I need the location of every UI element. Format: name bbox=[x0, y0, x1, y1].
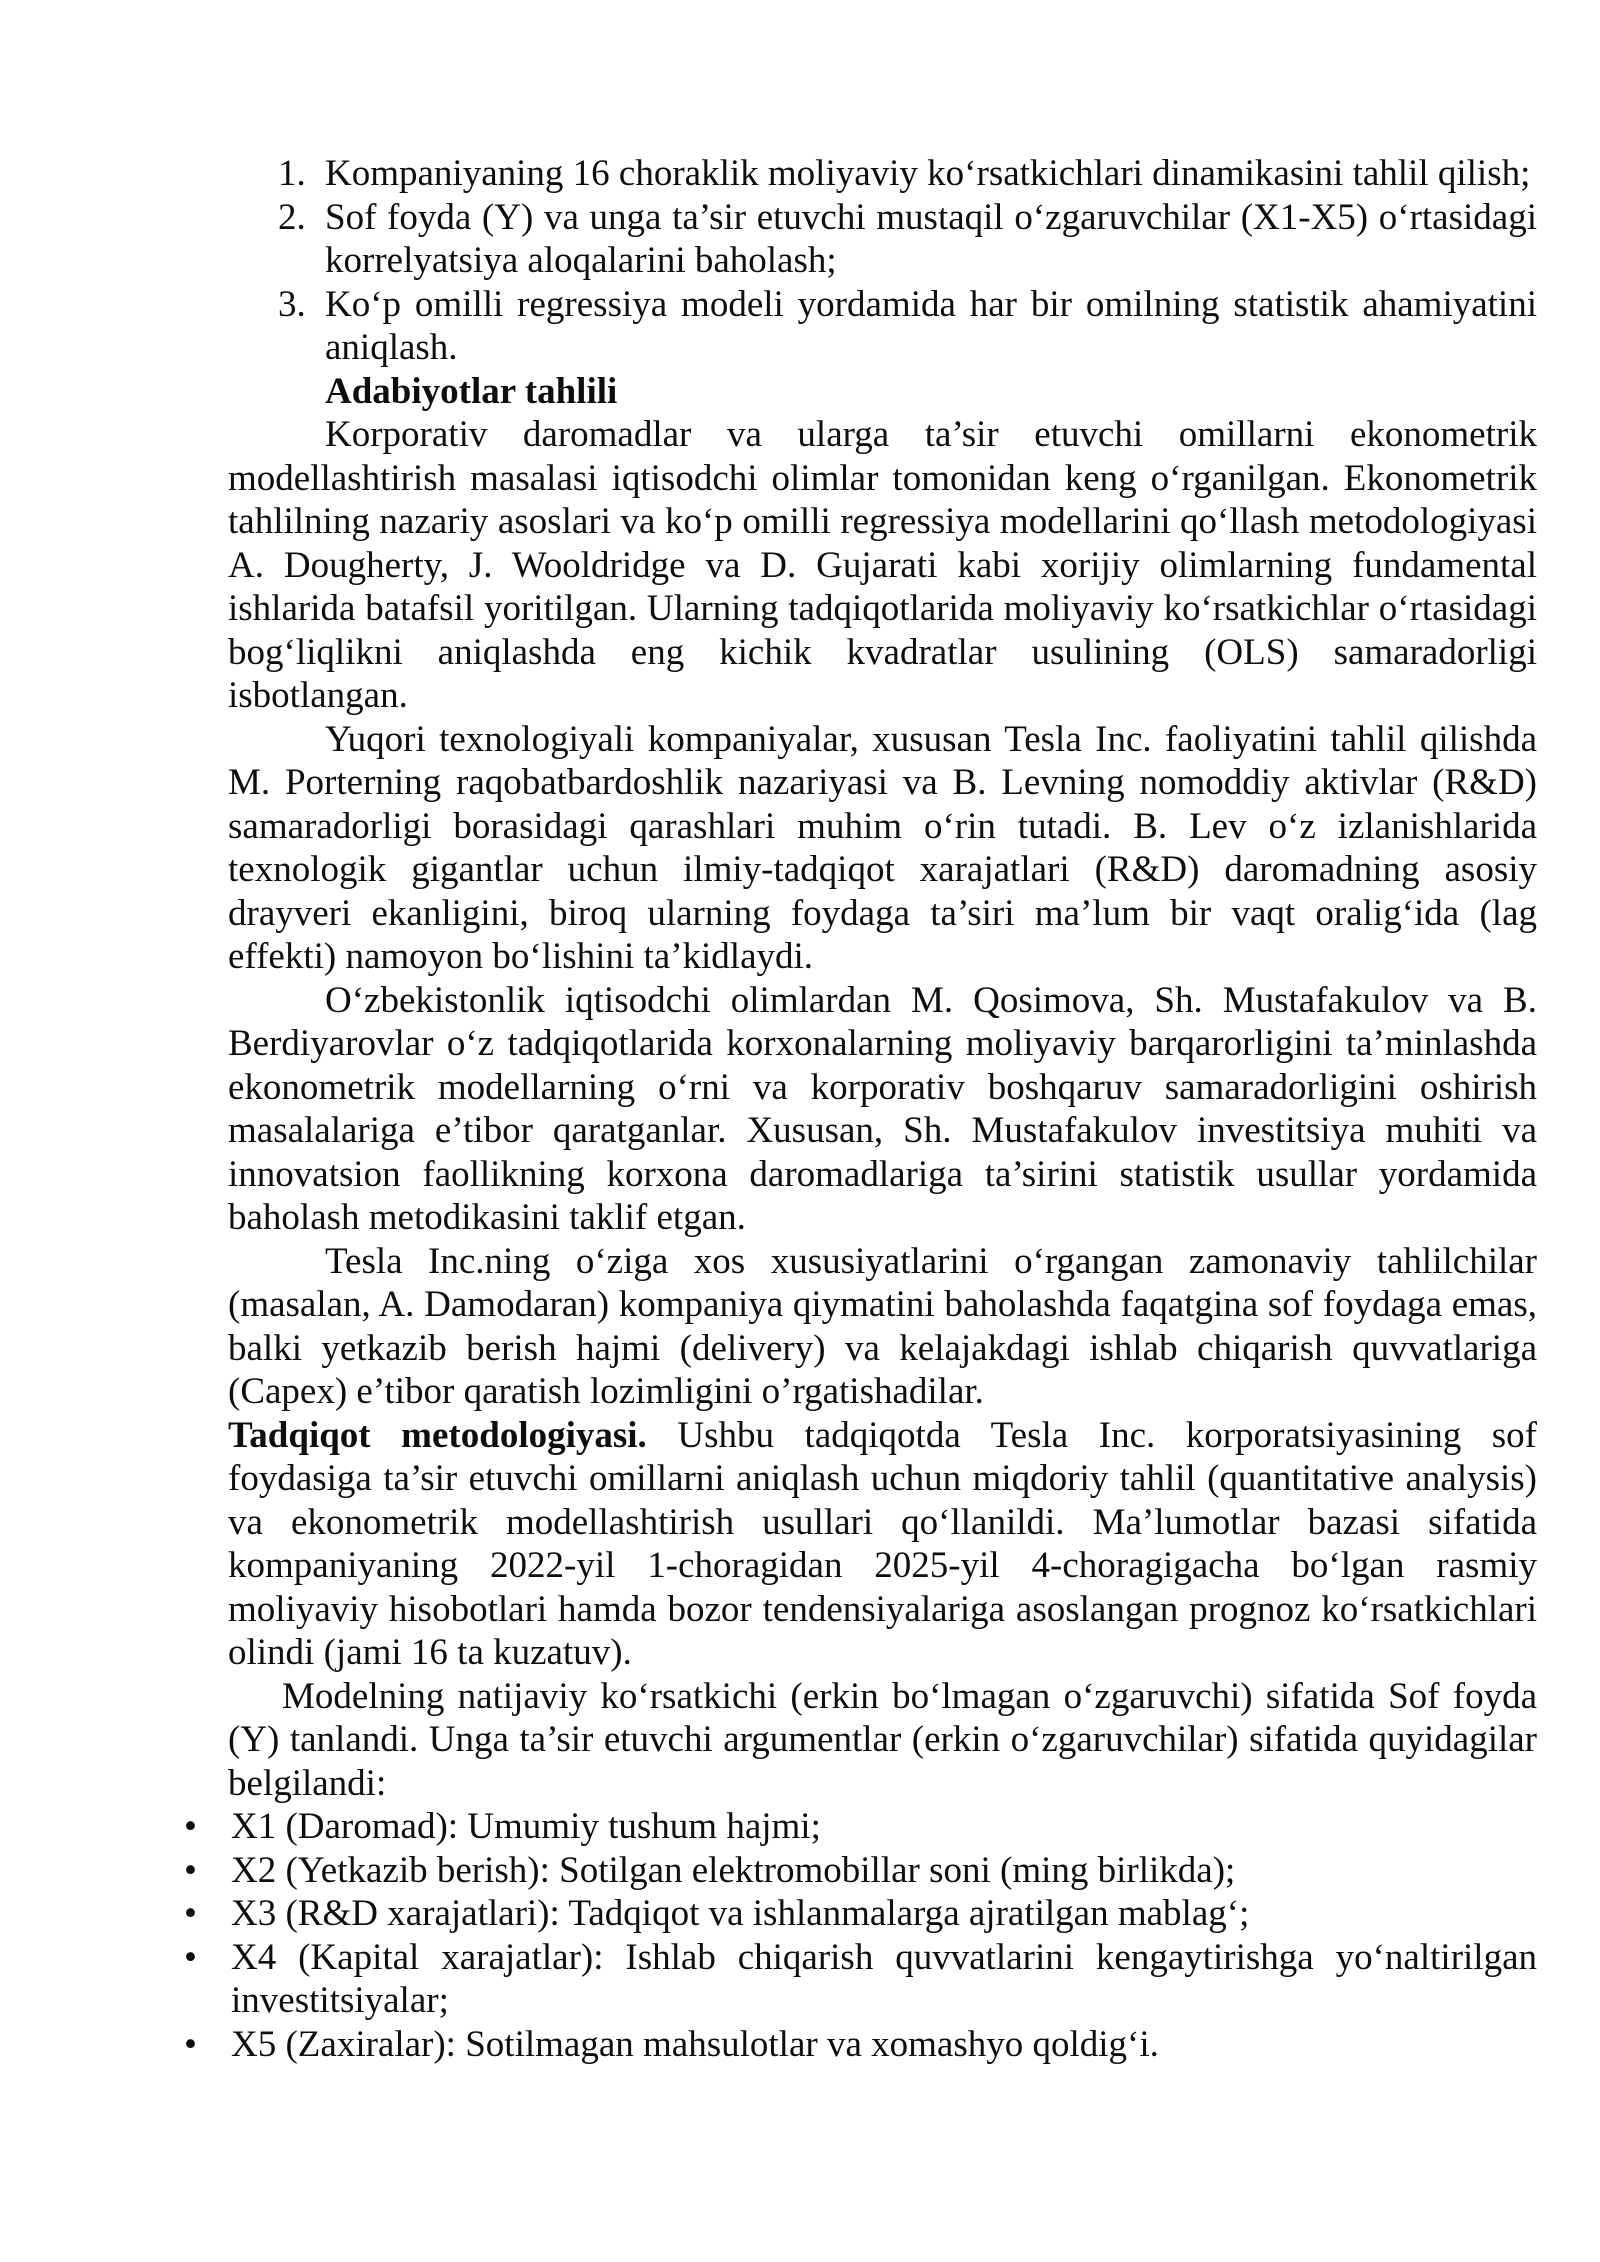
variable-item-x1 bbox=[184, 1805, 1537, 1849]
variable-item-x2 bbox=[184, 1849, 1537, 1893]
paragraph-literature-4: Tesla Inc.ning oʻziga xos xususiyatlarini oʻrgangan zamonaviy tahlilchilar (masalan, A. Damodaran) kompaniya qiymatini baholashda faqatgina sof foydaga emas, balki yetkazib berish hajmi (delivery) va kelajakdagi ishlab chiqarish quvvatlariga (Capex) e’tibor qaratish lozimligini o’rgatishadilar. bbox=[228, 1240, 1537, 1412]
bullet-icon: • bbox=[184, 1849, 197, 1891]
bullet-icon: • bbox=[184, 2023, 197, 2065]
variable-text: X2 (Yetkazib berish): Sotilgan elektromobillar soni (ming birlikda); bbox=[231, 1849, 1236, 1891]
list-number: 1. bbox=[278, 153, 306, 194]
section-heading-literature: Adabiyotlar tahlili bbox=[325, 370, 618, 412]
objective-text: Sof foyda (Y) va unga ta’sir etuvchi mustaqil oʻzgaruvchilar (X1-X5) oʻrtasidagi korrelyatsiya aloqalarini baholash; bbox=[325, 196, 1537, 281]
document-page-text-block bbox=[184, 152, 1537, 2066]
bullet-icon: • bbox=[184, 1936, 197, 1978]
list-number: 2. bbox=[278, 196, 306, 238]
variable-text: X3 (R&D xarajatlari): Tadqiqot va ishlanmalarga ajratilgan mablagʻ; bbox=[231, 1893, 1250, 1934]
variable-item-x3 bbox=[184, 1892, 1537, 1936]
paragraph-literature-1: Korporativ daromadlar va ularga ta’sir etuvchi omillarni ekonometrik modellashtirish masalasi iqtisodchi olimlar tomonidan keng oʻrganilgan. Ekonometrik tahlilning nazariy asoslari va koʻp omilli regressiya modellarini qoʻllash metodologiyasi A. Dougherty, J. Wooldridge va D. Gujarati kabi xorijiy olimlarning fundamental ishlarida batafsil yoritilgan. Ularning tadqiqotlarida moliyaviy koʻrsatkichlar oʻrtasidagi bogʻliqlikni aniqlashda eng kichik kvadratlar usulining (OLS) samaradorligi isbotlangan. bbox=[228, 414, 1537, 716]
variable-text: X1 (Daromad): Umumiy tushum hajmi; bbox=[231, 1806, 821, 1847]
objective-item-3 bbox=[228, 283, 1537, 370]
paragraph-literature-3: Oʻzbekistonlik iqtisodchi olimlardan M. Qosimova, Sh. Mustafakulov va B. Berdiyarovlar oʻz tadqiqotlarida korxonalarning moliyaviy barqarorligini ta’minlashda ekonometrik modellarning oʻrni va korporativ boshqaruv samaradorligini oshirish masalalariga e’tibor qaratganlar. Xususan, Sh. Mustafakulov investitsiya muhiti va innovatsion faollikning korxona daromadlariga ta’sirini statistik usullar yordamida baholash metodikasini taklif etgan. bbox=[228, 979, 1537, 1238]
paragraph-model-intro: Modelning natijaviy koʻrsatkichi (erkin boʻlmagan oʻzgaruvchi) sifatida Sof foyda (Y) tanlandi. Unga ta’sir etuvchi argumentlar (erkin oʻzgaruvchilar) sifatida quyidagilar belgilandi: bbox=[228, 1675, 1537, 1804]
paragraph-literature-2: Yuqori texnologiyali kompaniyalar, xususan Tesla Inc. faoliyatini tahlil qilishda M. Porterning raqobatbardoshlik nazariyasi va B. Levning nomoddiy aktivlar (R&D) samaradorligi borasidagi qarashlari muhim oʻrin tutadi. B. Lev oʻz izlanishlarida texnologik gigantlar uchun ilmiy-tadqiqot xarajatlari (R&D) daromadning asosiy drayveri ekanligini, biroq ularning foydaga ta’siri ma’lum bir vaqt oraligʻida (lag effekti) namoyon boʻlishini ta’kidlaydi. bbox=[228, 718, 1537, 977]
section-heading-methodology: Tadqiqot metodologiyasi. bbox=[228, 1414, 647, 1456]
list-number: 3. bbox=[278, 283, 306, 325]
variable-item-x5 bbox=[184, 2023, 1537, 2067]
variable-item-x4 bbox=[184, 1936, 1537, 2023]
objective-item-1 bbox=[228, 152, 1537, 196]
variable-text: X4 (Kapital xarajatlar): Ishlab chiqarish quvvatlarini kengaytirishga yoʻnaltirilgan investitsiyalar; bbox=[231, 1936, 1537, 2021]
bullet-icon: • bbox=[184, 1893, 197, 1934]
methodology-body-text: Ushbu tadqiqotda Tesla Inc. korporatsiyasining sof foydasiga ta’sir etuvchi omillarni aniqlash uchun miqdoriy tahlil (quantitative analysis) va ekonometrik modellashtirish usullari qoʻllanildi. Ma’lumotlar bazasi sifatida kompaniyaning 2022-yil 1-choragidan 2025-yil 4-choragigacha boʻlgan rasmiy moliyaviy hisobotlari hamda bozor tendensiyalariga asoslangan prognoz koʻrsatkichlari olindi (jami 16 ta kuzatuv). bbox=[228, 1414, 1537, 1673]
objective-item-2 bbox=[228, 196, 1537, 283]
variable-text: X5 (Zaxiralar): Sotilmagan mahsulotlar va xomashyo qoldigʻi. bbox=[231, 2023, 1159, 2065]
objectives-list bbox=[228, 152, 1537, 370]
bullet-icon: • bbox=[184, 1806, 197, 1847]
variables-list bbox=[184, 1805, 1537, 2066]
objective-text: Koʻp omilli regressiya modeli yordamida har bir omilning statistik ahamiyatini aniqlash. bbox=[325, 283, 1537, 368]
paragraph-methodology bbox=[228, 1414, 1537, 1675]
objective-text: Kompaniyaning 16 choraklik moliyaviy koʻrsatkichlari dinamikasini tahlil qilish; bbox=[325, 153, 1531, 194]
